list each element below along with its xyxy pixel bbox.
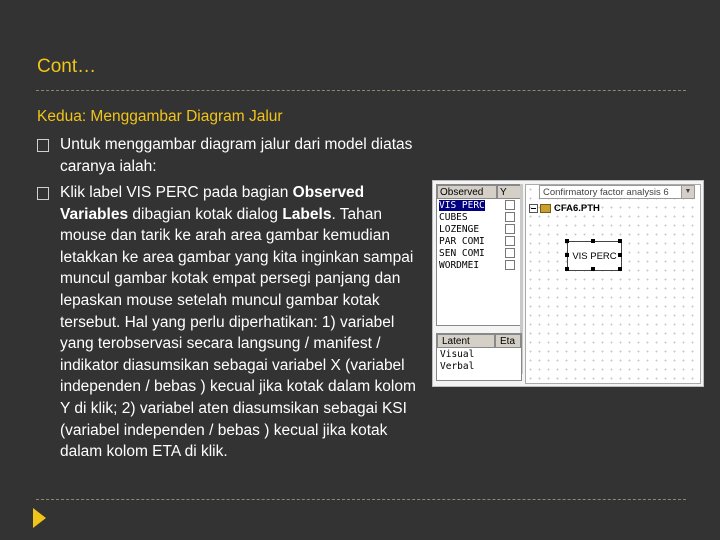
y-checkbox[interactable] <box>505 236 515 246</box>
observed-var-row[interactable] <box>437 211 521 223</box>
observed-var-label[interactable]: SEN COMI <box>439 247 485 259</box>
observed-var-row[interactable] <box>437 223 521 235</box>
latent-var-row[interactable]: Visual <box>440 348 475 360</box>
resize-handle[interactable] <box>565 239 569 243</box>
lisrel-screenshot <box>432 180 704 387</box>
slide-title: Cont… <box>37 56 97 77</box>
dropdown-value: Confirmatory factor analysis 6 <box>543 186 669 198</box>
section-subtitle: Kedua: Menggambar Diagram Jalur <box>37 108 283 125</box>
variable-box-label: VIS PERC <box>572 250 617 262</box>
bullet-2-text <box>60 182 422 463</box>
next-arrow-icon[interactable] <box>33 508 46 528</box>
observed-variables-list <box>436 184 522 326</box>
bullet-2-bold-observed: Observed Variables <box>60 184 365 223</box>
eta-column-header: Eta <box>495 334 521 348</box>
observed-var-row[interactable] <box>437 235 521 247</box>
resize-handle[interactable] <box>618 239 622 243</box>
observed-var-label[interactable]: VIS PERC <box>439 199 485 211</box>
title-divider <box>36 90 686 91</box>
resize-handle[interactable] <box>591 267 595 271</box>
bullet-2-part-2: dibagian kotak dialog <box>128 205 283 223</box>
resize-handle[interactable] <box>591 239 595 243</box>
observed-list-header <box>437 185 521 199</box>
resize-handle[interactable] <box>618 267 622 271</box>
latent-list-header <box>437 334 521 348</box>
latent-variables-list <box>436 333 522 381</box>
collapse-icon[interactable] <box>529 204 538 213</box>
resize-handle[interactable] <box>565 267 569 271</box>
file-tree-item[interactable] <box>529 203 600 214</box>
y-checkbox[interactable] <box>505 260 515 270</box>
observed-var-label[interactable]: WORDMEI <box>439 259 480 271</box>
bullet-2-bold-labels: Labels <box>282 205 332 223</box>
y-column-header: Y <box>497 185 521 199</box>
resize-handle[interactable] <box>565 253 569 257</box>
observed-var-label[interactable]: LOZENGE <box>439 223 480 235</box>
y-checkbox[interactable] <box>505 224 515 234</box>
folder-icon <box>540 204 551 213</box>
observed-var-label[interactable]: PAR COMI <box>439 235 485 247</box>
latent-var-row[interactable]: Verbal <box>440 360 475 372</box>
chevron-down-icon[interactable]: ▼ <box>681 186 694 198</box>
y-checkbox[interactable] <box>505 200 515 210</box>
footer-divider <box>36 499 686 500</box>
observed-var-row[interactable] <box>437 199 521 211</box>
bullet-1-text: Untuk menggambar diagram jalur dari model diatas caranya ialah: <box>60 136 413 175</box>
latent-column-header: Latent <box>437 334 495 348</box>
model-select-dropdown[interactable] <box>539 185 695 199</box>
observed-var-label[interactable]: CUBES <box>439 211 468 223</box>
bullet-2-part-1: Klik label VIS PERC pada bagian <box>60 184 293 201</box>
bullet-2-part-3: . Tahan mouse dan tarik ke arah area gambar kemudian letakkan ke area gambar yang kita inginkan sampai muncul gambar kotak empat persegi panjang dan lepaskan mouse setelah muncul gambar kotak tersebut. Hal yang perlu diperhatikan: 1) variabel yang terobservasi secara langsung / manifest / indikator diasumsikan sebagai variabel X (variabel independen / bebas ) kecual jika kotak dalam kolom Y di klik; 2) variabel aten diasumsikan sebagai KSI (variabel independen / bebas ) kecual jika kotak dalam kolom ETA di klik. <box>60 205 416 461</box>
y-checkbox[interactable] <box>505 212 515 222</box>
bullet-box-icon <box>37 187 49 200</box>
tree-item-label: CFA6.PTH <box>554 203 600 214</box>
path-diagram-canvas[interactable] <box>525 184 701 384</box>
observed-var-row[interactable] <box>437 259 521 271</box>
observed-var-row[interactable] <box>437 247 521 259</box>
y-checkbox[interactable] <box>505 248 515 258</box>
resize-handle[interactable] <box>618 253 622 257</box>
observed-column-header: Observed <box>437 185 497 199</box>
bullet-box-icon <box>37 139 49 152</box>
